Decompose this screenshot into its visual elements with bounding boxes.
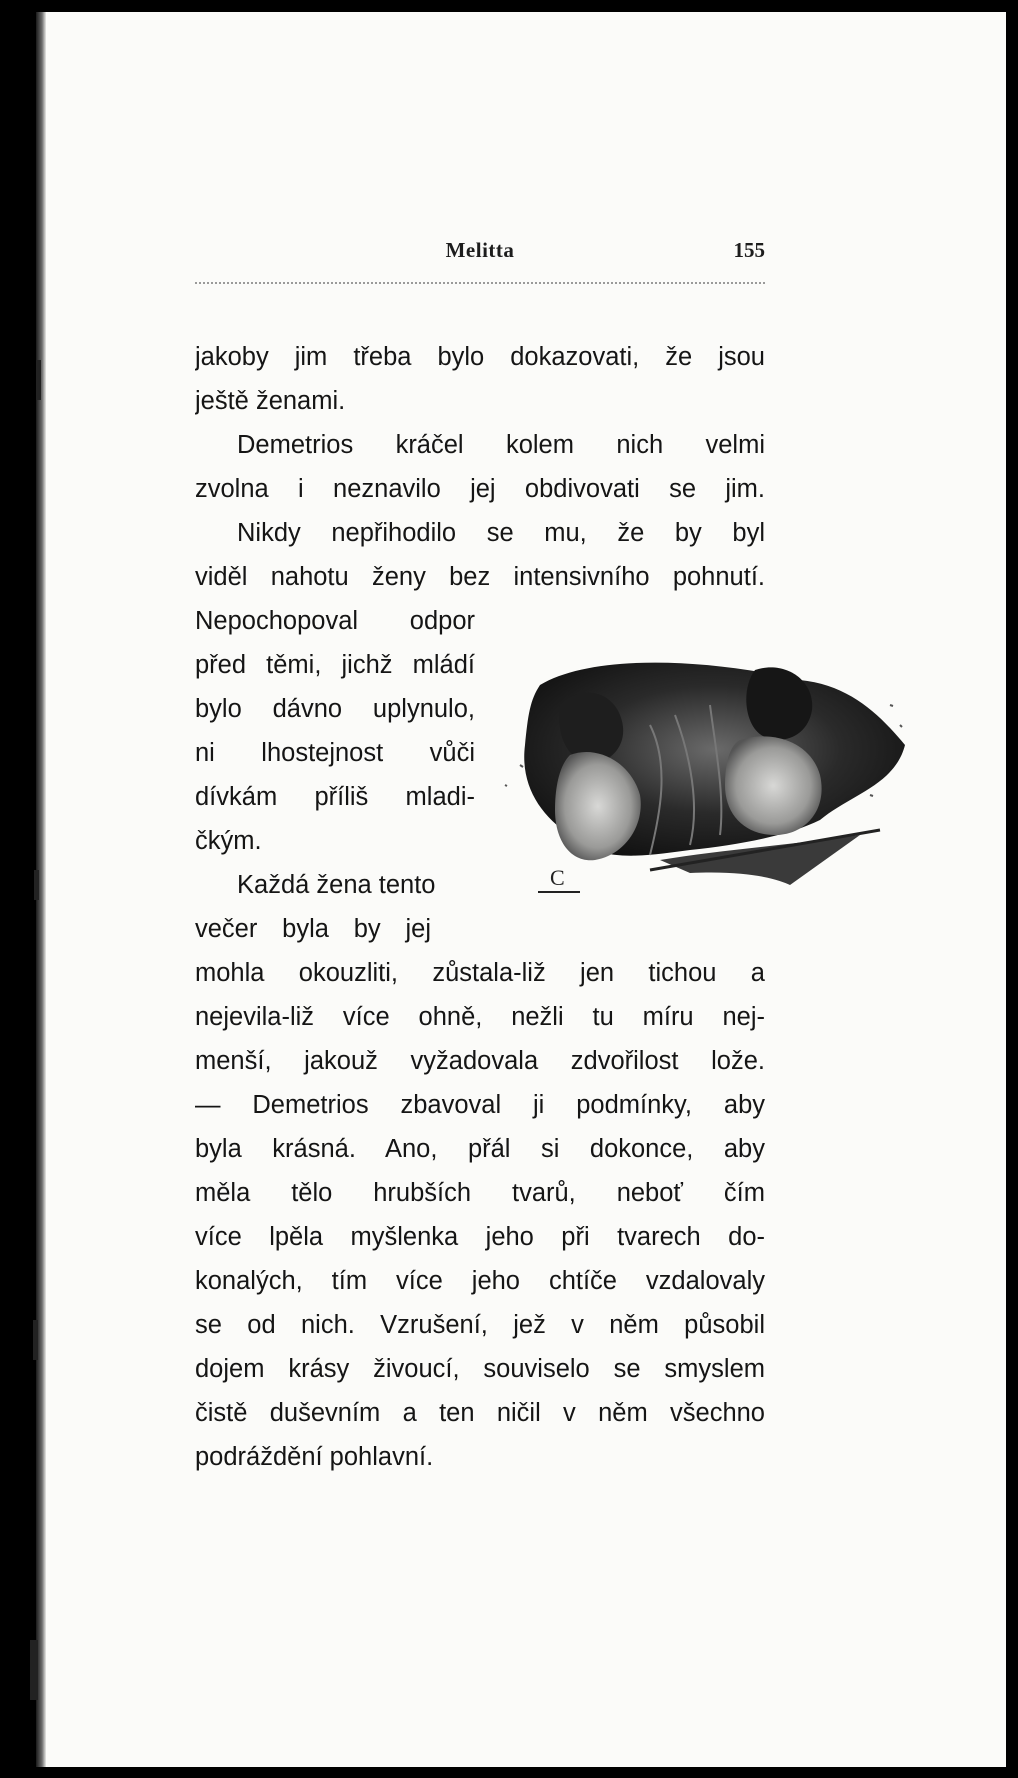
text-line: před těmi, jichž mládí — [195, 651, 475, 679]
text-line: čistě duševním a ten ničil v něm všechno — [195, 1399, 765, 1427]
text-line: — Demetrios zbavoval ji podmínky, aby — [195, 1091, 765, 1119]
figure-right-head — [746, 667, 812, 739]
margin-mark — [34, 870, 39, 900]
text-line: jakoby jim třeba bylo dokazovati, že jsou — [195, 343, 765, 371]
text-line: se od nich. Vzrušení, jež v něm působil — [195, 1311, 765, 1339]
text-line: Demetrios kráčel kolem nich velmi — [237, 431, 765, 459]
text-line: zvolna i neznavilo jej obdivovati se jim. — [195, 475, 765, 503]
text-line: Každá žena tento — [237, 871, 436, 899]
text-line: menší, jakouž vyžadovala zdvořilost lože. — [195, 1047, 765, 1075]
illustration-drawing — [500, 645, 910, 945]
text-line: více lpěla myšlenka jeho při tvarech do- — [195, 1223, 765, 1251]
margin-mark — [36, 360, 41, 400]
text-line: Nepochopoval odpor — [195, 607, 475, 635]
text-line: měla tělo hrubších tvarů, neboť čím — [195, 1179, 765, 1207]
text-line: byla krásná. Ano, přál si dokonce, aby — [195, 1135, 765, 1163]
margin-mark — [33, 1320, 38, 1360]
text-line: mohla okouzliti, zůstala-liž jen tichou a — [195, 959, 765, 987]
text-line: ještě ženami. — [195, 387, 346, 415]
text-line: viděl nahotu ženy bez intensivního pohnutí. — [195, 563, 765, 591]
running-header — [195, 238, 765, 268]
margin-mark — [30, 1640, 38, 1700]
text-line: konalých, tím více jeho chtíče vzdalovaly — [195, 1267, 765, 1295]
header-rule — [195, 282, 765, 284]
text-line: nejevila-liž více ohně, nežli tu míru nej- — [195, 1003, 765, 1031]
running-title: Melitta — [445, 238, 515, 262]
artist-signature: C — [550, 865, 565, 890]
text-line: Nikdy nepřihodilo se mu, že by byl — [237, 519, 765, 547]
text-line: čkým. — [195, 827, 262, 855]
text-line: dívkám příliš mladi- — [195, 783, 475, 811]
text-line: ni lhostejnost vůči — [195, 739, 475, 767]
page-number: 155 — [733, 238, 765, 262]
text-line: podráždění pohlavní. — [195, 1443, 434, 1471]
text-line: večer byla by jej — [195, 915, 431, 943]
text-line: bylo dávno uplynulo, — [195, 695, 475, 723]
vignette-illustration — [500, 645, 910, 945]
text-line: dojem krásy živoucí, souviselo se smyslem — [195, 1355, 765, 1383]
